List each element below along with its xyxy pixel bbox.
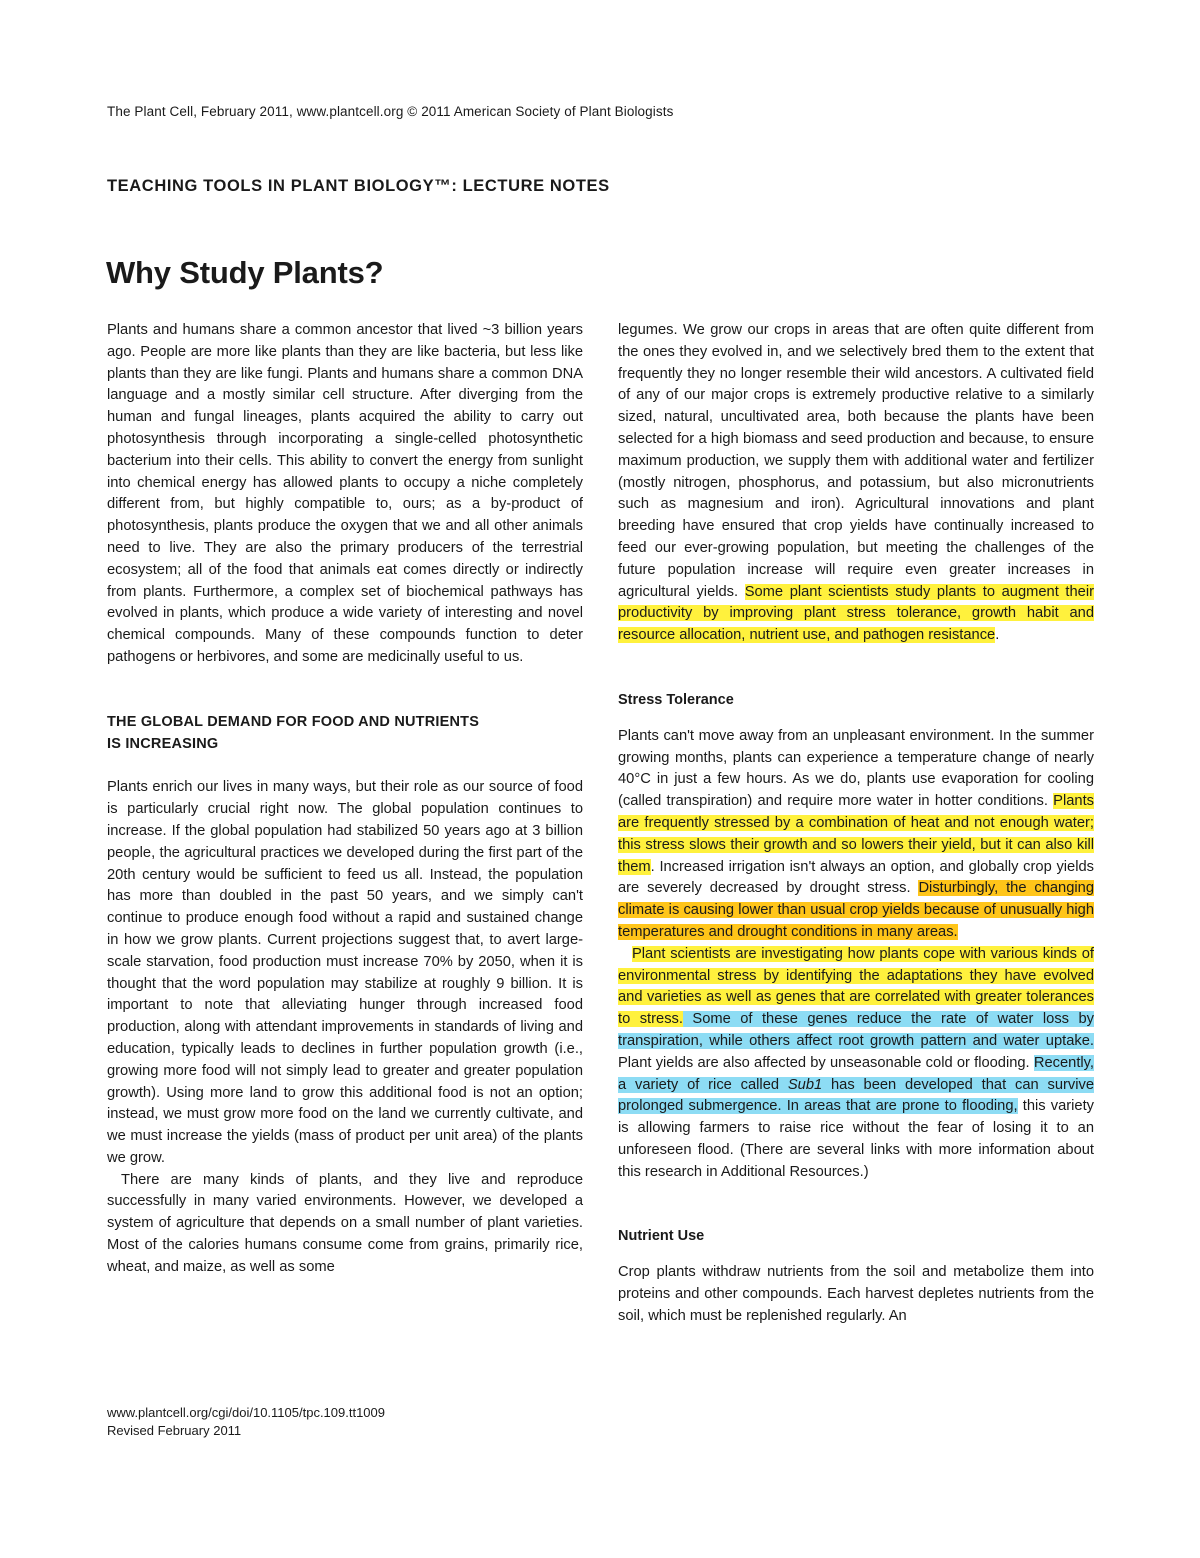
- intro-paragraph: Plants and humans share a common ancestor that lived ~3 billion years ago. People are more like plants than they are like bacteria, but less like plants than they are like fungi. Plants and humans share a common DNA language and a mostly similar cell structure. After diverging from the human and fungal lineages, plants acquired the ability to carry out photosynthesis through incorporating a single-celled photosynthetic bacterium into their cells. This ability to convert the energy from sunlight into chemical energy has allowed plants to occupy a niche completely different from, but highly compatible to, ours; as a by-product of photosynthesis, plants produce the oxygen that we and all other animals need to live. They are also the primary producers of the terrestrial ecosystem; all of the food that animals eat comes directly or indirectly from plants. Furthermore, a complex set of biochemical pathways has evolved in plants, which produce a wide variety of interesting and novel chemical compounds. Many of these compounds function to deter pathogens or herbivores, and some are medicinally useful to us.: [107, 322, 583, 665]
- highlighted-text: Plants are frequently stressed by a combination of heat and not enough water; this stress slows their growth and so lowers their yield, but it can also kill them: [618, 793, 1094, 875]
- highlighted-text: Plant scientists are investigating how plants cope with various kinds of environmental stress by identifying the adaptations they have evolved and varieties as well as genes that are correlated with greater tolerances to stress.: [618, 945, 1094, 1028]
- highlighted-text: Some plant scientists study plants to augment their productivity by improving plant stress tolerance, growth habit and resource allocation, nutrient use, and pathogen resistance: [618, 583, 1094, 644]
- italic-variety-name: Sub1: [787, 1076, 823, 1093]
- right-column: [618, 320, 1094, 1328]
- journal-citation: The Plant Cell, February 2011, www.plantcell.org © 2011 American Society of Plant Biologists: [107, 104, 674, 119]
- body-paragraph: Plants enrich our lives in many ways, but their role as our source of food is particularly crucial right now. The global population continues to increase. If the global population had stabilized 50 years ago at 3 billion people, the agricultural practices we developed during the first part of the 20th century would be sufficient to feed us all. Instead, the population has more than doubled in the past 50 years, and we simply can't continue to produce enough food without a rapid and sustained change in how we grow plants. Current projections suggest that, to avert large-scale starvation, food production must increase 70% by 2050, when it is thought that the word population may stabilize at roughly 9 billion. It is important to note that alleviating hunger through increased food production, along with attendant improvements in standards of living and education, typically leads to declines in further population growth (i.e., growing more food will not simply lead to greater and greater population growth). Using more land to grow this additional food is not an option; instead, we must grow more food on the land we currently cultivate, and we must increase the yields (mass of product per unit area) of the plants we grow.: [107, 779, 583, 1166]
- body-paragraph: [618, 726, 1094, 944]
- footer: [107, 1404, 385, 1439]
- text-run: .: [995, 627, 1000, 644]
- highlighted-text: In areas that are prone to flooding,: [781, 1098, 1018, 1115]
- series-title: TEACHING TOOLS IN PLANT BIOLOGY™: LECTURE NOTES: [107, 177, 610, 195]
- section-heading-line: IS INCREASING: [107, 735, 219, 752]
- body-paragraph: Crop plants withdraw nutrients from the soil and metabolize them into proteins and other compounds. Each harvest depletes nutrients from the soil, which must be replenished regularly. An: [618, 1264, 1094, 1324]
- text-run: Plant yields are also affected by unseasonable cold or flooding.: [618, 1054, 1034, 1071]
- body-paragraph: There are many kinds of plants, and they live and reproduce successfully in many varied environments. However, we developed a system of agriculture that depends on a small number of plant varieties. Most of the calories humans consume come from grains, primarily rice, wheat, and maize, as well as some: [107, 1171, 583, 1275]
- text-run: Plants can't move away from an unpleasant environment. In the summer growing months, plants can experience a temperature change of nearly 40°C in just a few hours. As we do, plants use evaporation for cooling (called transpiration) and require more water in hotter conditions.: [618, 727, 1094, 810]
- subsection-heading-stress-tolerance: Stress Tolerance: [618, 691, 734, 708]
- revision-note: Revised February 2011: [107, 1422, 242, 1438]
- text-run: this variety is allowing farmers to raise rice without the fear of losing it to an unforeseen flood. (There are several links with more information about this research in Additional Resources.): [618, 1098, 1095, 1180]
- left-column: [107, 320, 583, 1279]
- body-paragraph: [618, 320, 1094, 647]
- section-heading-global-demand: [107, 712, 583, 756]
- subsection-heading-nutrient-use: Nutrient Use: [618, 1228, 705, 1245]
- section-heading-line: THE GLOBAL DEMAND FOR FOOD AND NUTRIENTS: [107, 713, 480, 730]
- text-run: has been developed that can survive prolonged submergence.: [618, 1076, 1095, 1115]
- highlighted-text: Some of these genes reduce the rate of water loss by transpiration, while others affect root growth pattern and water uptake.: [618, 1011, 1094, 1049]
- body-paragraph: [618, 944, 1094, 1184]
- text-run: Recently, a variety of rice called: [618, 1054, 1094, 1093]
- highlighted-text: Disturbingly, the changing climate is causing lower than usual crop yields because of unusually high temperatures and drought conditions in many areas.: [618, 880, 1094, 940]
- text-run: legumes. We grow our crops in areas that are often quite different from the ones they evolved in, and we selectively bred them to the extent that frequently they no longer resemble their wild ancestors. A cultivated field of any of our major crops is extremely productive relative to a similarly sized, natural, uncultivated area, both because the plants have been selected for a high biomass and seed production and because, to ensure maximum production, we supply them with additional water and fertilizer (mostly nitrogen, phosphorus, and potassium, but also micronutrients such as magnesium and iron). Agricultural innovations and plant breeding have ensured that crop yields have continually increased to feed our ever-growing population, but meeting the challenges of the future population increase will require even greater increases in agricultural yields.: [618, 322, 1094, 600]
- doi-link[interactable]: www.plantcell.org/cgi/doi/10.1105/tpc.109.tt1009: [107, 1405, 385, 1420]
- text-run: . Increased irrigation isn't always an option, and globally crop yields are severely decreased by drought stress.: [618, 858, 1094, 897]
- page-title: Why Study Plants?: [106, 255, 384, 290]
